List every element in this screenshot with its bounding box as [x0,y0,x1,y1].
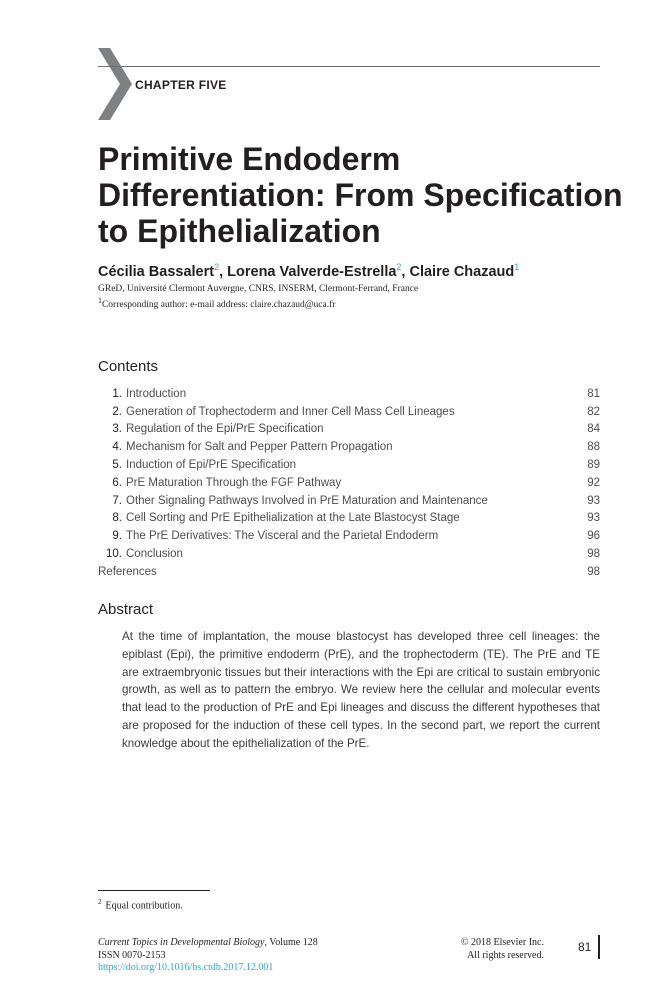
toc-title: Mechanism for Salt and Pepper Pattern Propagation [126,441,393,454]
toc-item[interactable] [98,421,600,439]
toc-number: 3. [112,423,122,436]
toc-page: 84 [587,423,600,436]
toc-page: 98 [587,565,600,578]
contents-heading: Contents [98,358,159,375]
journal-issn: ISSN 0070-2153 [98,949,166,961]
toc-references[interactable] [98,563,600,581]
toc-number: 6. [112,476,122,489]
toc-title: Induction of Epi/PrE Specification [126,459,297,472]
author-name: Cécilia Bassalert [98,263,215,280]
author-mark: 2 [396,262,402,272]
footnote-mark: 2 [98,898,102,906]
journal-citation [98,937,318,950]
toc-number: 8. [112,512,122,525]
page-number: 81 [578,940,592,954]
toc-title: PrE Maturation Through the FGF Pathway [126,476,342,489]
toc-number: 10. [106,548,122,561]
toc-title: The PrE Derivatives: The Visceral and the Parietal Endoderm [126,530,439,543]
toc-title: Generation of Trophectoderm and Inner Cell Mass Cell Lineages [126,405,455,418]
toc-title: Regulation of the Epi/PrE Specification [126,423,324,436]
title-line: Primitive Endoderm [98,141,401,177]
toc-item[interactable] [98,545,600,563]
title-line: Differentiation: From Specification [98,177,623,213]
toc-number: 7. [112,494,122,507]
table-of-contents [98,385,600,581]
footnote-rule [98,890,210,891]
toc-page: 93 [587,494,600,507]
toc-page: 81 [587,387,600,400]
toc-page: 96 [587,530,600,543]
copyright-line: © 2018 Elsevier Inc. [460,937,544,948]
chapter-chevron-icon [98,48,134,120]
toc-item[interactable] [98,438,600,456]
corresponding-author [98,295,418,311]
toc-number: 4. [112,441,122,454]
journal-info [98,937,318,975]
journal-volume: , Volume 128 [264,937,318,948]
toc-item[interactable] [98,456,600,474]
toc-number: 9. [112,530,122,543]
footnote-text: Equal contribution. [105,900,183,912]
journal-name: Current Topics in Developmental Biology [98,937,265,948]
toc-title: Introduction [126,387,187,400]
toc-page: 89 [587,459,600,472]
toc-item[interactable] [98,385,600,403]
toc-number: 5. [112,459,122,472]
affiliation-block [98,283,418,311]
copyright-line: All rights reserved. [467,949,544,961]
author-name: Claire Chazaud [409,263,515,280]
abstract-text: At the time of implantation, the mouse blastocyst has developed three cell lineages: the epiblast (Epi), the primitive endoderm (PrE), and the trophectoderm (TE). The PrE and TE are extraembryonic tissues but their interactions with the Epi are critical to sustain embryonic growth, as well as to pattern the embryo. We review here the cellular and molecular events that lead to the production of PrE and Epi lineages and discuss the different hypotheses that are proposed for the induction of these cell types. In the second part, we report the current knowledge about the epithelialization of the PrE. [122,630,600,750]
toc-item[interactable] [98,527,600,545]
toc-page: 82 [587,405,600,418]
page-number-bar [598,935,600,959]
author-name: Lorena Valverde-Estrella [227,263,397,280]
toc-page: 88 [587,441,600,454]
affiliation: GReD, Université Clermont Auvergne, CNRS, INSERM, Clermont-Ferrand, France [98,284,419,294]
corresponding-mark: 1 [98,296,102,305]
corresponding-text: Corresponding author: e-mail address: claire.chazaud@uca.fr [101,300,336,311]
toc-item[interactable] [98,492,600,510]
copyright [461,937,544,962]
chapter-title [98,141,623,249]
toc-page: 98 [587,548,600,561]
toc-page: 92 [587,476,600,489]
toc-page: 93 [587,512,600,525]
toc-title: References [98,565,157,578]
abstract-heading: Abstract [98,601,154,618]
toc-title: Cell Sorting and PrE Epithelialization at the Late Blastocyst Stage [126,512,460,525]
doi-link[interactable]: https://doi.org/10.1016/bs.ctdb.2017.12.001 [98,962,274,973]
author-mark: 2 [214,262,220,272]
toc-title: Other Signaling Pathways Involved in PrE Maturation and Maintenance [126,494,488,507]
toc-item[interactable] [98,510,600,528]
chapter-label: CHAPTER FIVE [135,78,227,92]
toc-item[interactable] [98,403,600,421]
toc-title: Conclusion [126,548,183,561]
title-line: to Epithelialization [98,213,381,249]
author-list: Cécilia Bassalert$^2$, Lorena Valverde-Estrella$^2$, Claire Chazaud$^1$ [98,262,520,280]
toc-item[interactable] [98,474,600,492]
toc-number: 1. [112,387,122,400]
author-mark: 1 [514,262,520,272]
footnote [98,898,183,911]
toc-number: 2. [112,405,122,418]
header-rule [98,66,600,67]
